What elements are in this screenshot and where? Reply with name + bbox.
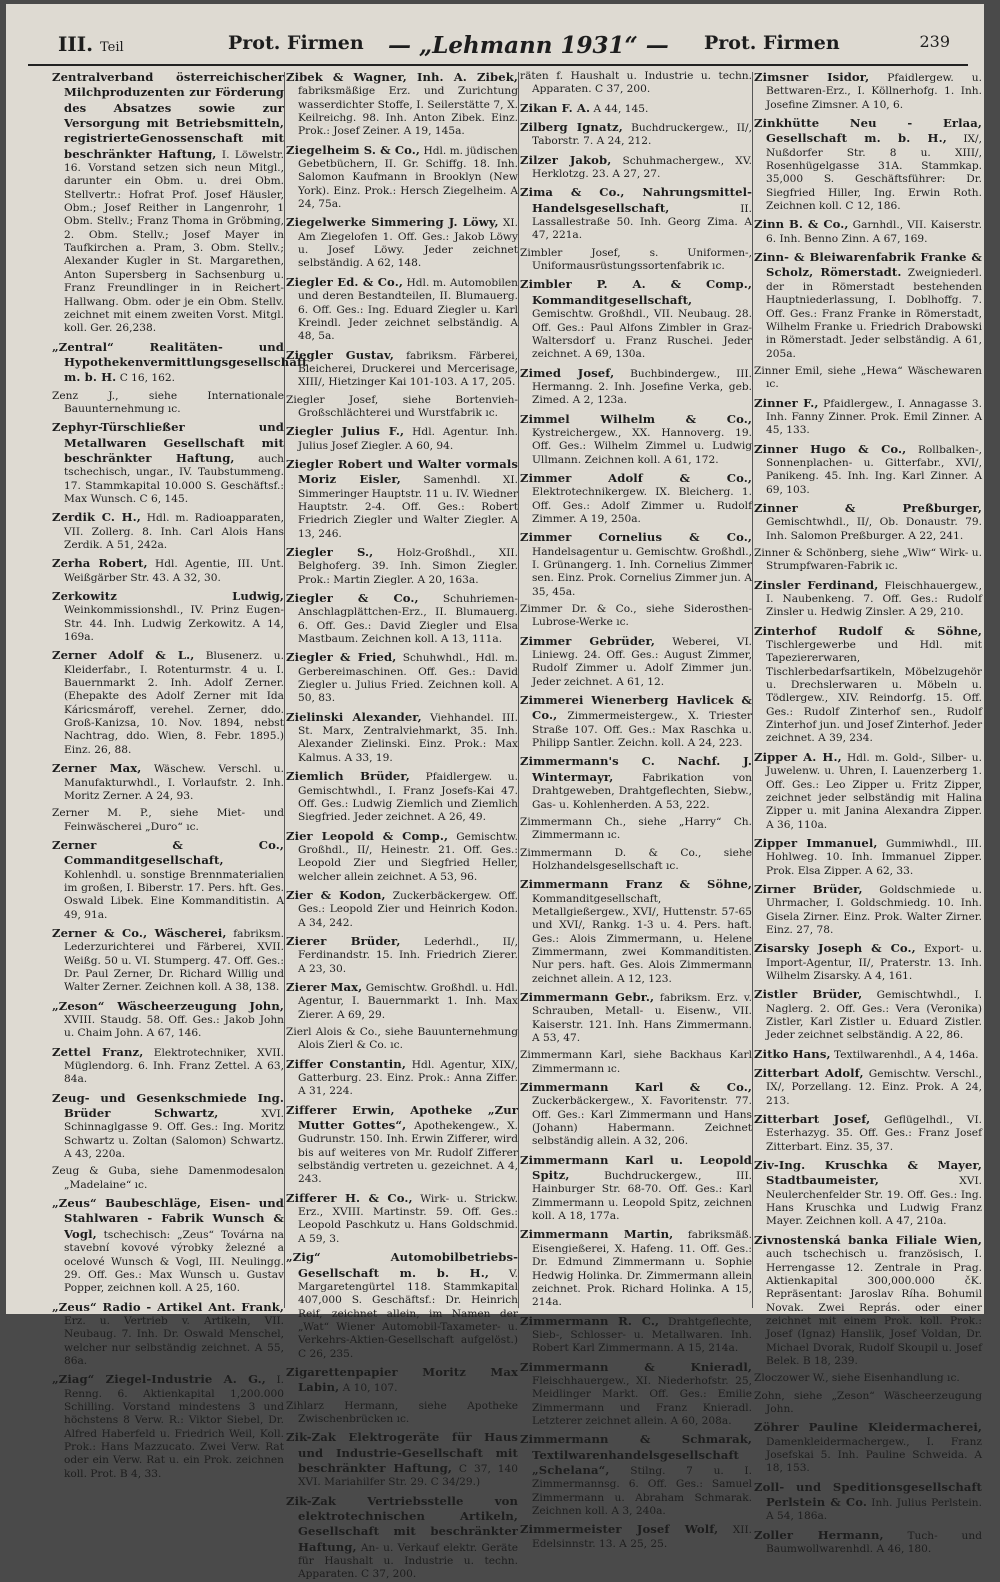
firm-name: Zimmermann's C. Nachf. J. Wintermayr, xyxy=(520,754,752,784)
firm-name: Zimmermann & Knieradl, xyxy=(520,1359,752,1374)
directory-entry xyxy=(286,769,518,824)
firm-name: Zimmer Gebrüder, xyxy=(520,633,656,648)
directory-entry xyxy=(754,547,982,574)
firm-details: fabriksmäß. Eisengießerei, X. Hafeng. 11. Off. Ges.: Dr. Edmund Zimmermann u. Sophie Hedwig Holinka. Dr. Zimmermann allein zeichnet. Prok. Richard Holinka. A 15, 214a. xyxy=(532,1229,752,1309)
firm-details: C 37, 140 XVI. Mariahilfer Str. 29. C 34/29.) xyxy=(298,1462,518,1489)
firm-name: „Zeson“ Wäscheerzeugung John, xyxy=(52,998,284,1013)
firm-name: Zerha Robert, xyxy=(52,556,148,571)
book-title: — „Lehmann 1931“ — xyxy=(388,32,669,59)
firm-details: IX/, Nußdorfer Str. 8 u. XIII/, Rosenhügelgasse 31A. Stammkap. 35,000 S. Geschäftsführer: Dr. Siegfried Hiller, Ing. Erwin Roth. Zeichnen koll. C 12, 186. xyxy=(766,133,982,213)
firm-name: Zima & Co., Nahrungsmittel-Handelsgesellschaft, xyxy=(520,185,752,215)
firm-name: Zimmermann Karl u. Leopold Spitz, xyxy=(520,1152,752,1183)
directory-entry xyxy=(754,1047,982,1062)
firm-details: Goldschmiede u. Uhrmacher, I. Goldschmiedg. 10. Inh. Gisela Zirner. Einz. Prok. Walter Zirner. Einz. 27, 78. xyxy=(766,883,982,936)
firm-name: Zimbler P. A. & Comp., Kommanditgesellschaft, xyxy=(520,277,752,307)
firm-details: Kommanditgesellschaft, Metallgießergew., XVI/, Huttenstr. 57-65 und XVI/, Rankg. 1-3 u. 4. Pers. haft. Ges.: Alois Zimmermann, u. Helene Zimmermann, zwei Kommanditisten. Nur pers. haft. Ges. Alois Zimmermann zeichnet allein. A 12, 123. xyxy=(532,892,752,985)
firm-name: Ziemlich Brüder, xyxy=(286,769,410,784)
firm-name: Zentralverband österreichischer Milchproduzenten zur Förderung des Absatzes sowie zur Versorgung mit Betriebsmitteln, registrierteGenossenschaft mit beschränkter Haftung, xyxy=(52,70,284,161)
firm-name: Zimmel Wilhelm & Co., xyxy=(520,411,752,426)
firm-details: Fabrikation von Drahtgeweben, Drahtgeflechten, Siebw., Gas- u. Kohlenherden. A 53, 222. xyxy=(532,771,752,811)
directory-entry xyxy=(286,1250,518,1361)
firm-name: Zinner Hugo & Co., xyxy=(754,441,907,456)
firm-details: Blusenerz. u. Kleiderfabr., I. Rotenturmstr. 4 u. I. Bauernmarkt 2. Inh. Adolf Zerner. (Ehepakte des Adolf Zerner mit Ida Káricsmároff, verehel. Zerner, ddo. Groß-Kanizsa, 10. Nov. 1894, nebst Nachtrag, ddo. Wien, 8. Febr. 1895.) Einz. 26, 88. xyxy=(64,650,284,756)
directory-entry xyxy=(52,510,284,552)
directory-entry xyxy=(52,390,284,417)
firm-name: Zilzer Jakob, xyxy=(520,152,612,167)
firm-name: Zimmermann Franz & Söhne, xyxy=(520,877,752,892)
firm-name: Zinsler Ferdinand, xyxy=(754,577,879,592)
directory-entry xyxy=(286,888,518,930)
directory-entry xyxy=(520,1314,752,1356)
directory-entry xyxy=(754,1390,982,1417)
directory-entry xyxy=(754,70,982,112)
firm-details: Tischlergewerbe und Hdl. mit Tapeziererwaren, Tischlerbedarfsartikeln, Möbelzugehör u. Drechslerwaren u. Möbeln u. Tödlergew., XIV. Reindorfg. 15. Off. Ges.: Rudolf Zinterhof sen., Rudolf Zinterhof jun. und Josef Zinterhof. Jeder zeichnet. A 39, 234. xyxy=(766,639,983,745)
firm-details: Zuckerbäckergew. Off. Ges.: Leopold Zier und Heinrich Kodon. A 34, 242. xyxy=(298,889,518,929)
firm-details: I. Renng. 6. Aktienkapital 1,200.000 Schilling. Vorstand mindestens 3 und höchstens 8 Verw. R.: Viktor Siebel, Dr. Alfred Haberfeld u. Friedrich Weil, Koll. Prok.: Hans Mazzucato. Zwei Verw. Rat oder ein Verw. Rat u. ein Prok. zeichnen koll. Prot. B 4, 33. xyxy=(64,1374,284,1480)
section-title-right: Prot. Firmen xyxy=(704,32,840,54)
firm-details: Zinner Emil, siehe „Hewa“ Wäschewaren ıc. xyxy=(754,364,982,391)
firm-details: V. Margaretengürtel 118. Stammkapital 407,000 S. Geschäftsf.: Dr. Heinrich Reif, zeichnet allein, im Namen der „Wat“ Wiener Automobil-Taxameter- u. Verkehrs-Aktien-Gesellschaft aufgelöst.) C 26, 235. xyxy=(298,1267,518,1360)
firm-details: Zierl Alois & Co., siehe Bauunternehmung Alois Zierl & Co. ıc. xyxy=(286,1026,518,1052)
directory-entry xyxy=(520,634,752,689)
firm-name: Zinner & Preßburger, xyxy=(754,500,982,515)
directory-entry xyxy=(286,934,518,976)
firm-details: Samenhdl. XI. Simmeringer Hauptstr. 11 u. IV. Wiedner Hauptstr. 2-4. Off. Ges.: Robert Friedrich Ziegler und Walter Ziegler. A 13, 246. xyxy=(298,474,518,540)
directory-entry xyxy=(520,877,752,986)
directory-entry xyxy=(754,1066,982,1108)
firm-name: Zier Leopold & Comp., xyxy=(286,828,449,843)
directory-entry xyxy=(286,143,518,212)
firm-name: Zifferer Erwin, Apotheke „Zur Mutter Gottes“, xyxy=(286,1102,518,1133)
firm-name: Zimmer Cornelius & Co., xyxy=(520,530,752,545)
directory-entry xyxy=(754,1158,982,1229)
firm-name: Zimmermann Martin, xyxy=(520,1227,674,1242)
directory-entry xyxy=(520,1432,752,1518)
firm-name: Zikan F. A. xyxy=(520,100,591,115)
firm-details: Ziegler Josef, siehe Bortenvieh-Großschlächterei und Wurstfabrik ıc. xyxy=(286,393,518,419)
directory-entry xyxy=(520,1522,752,1551)
directory-entry xyxy=(286,545,518,587)
column-2 xyxy=(286,70,519,1581)
firm-details: Zeug & Guba, siehe Damenmodesalon „Madelaine“ ıc. xyxy=(52,1165,284,1191)
firm-name: Zimed Josef, xyxy=(520,365,615,380)
directory-entry xyxy=(52,1196,284,1295)
firm-name: Zimmermann Karl & Co., xyxy=(520,1080,752,1095)
directory-entry xyxy=(286,1103,518,1187)
directory-entry xyxy=(520,603,752,630)
directory-entry xyxy=(520,277,752,361)
firm-name: Zipper A. H., xyxy=(754,749,842,764)
firm-details: Drahtgeflechte, Sieb-, Schlosser- u. Metallwaren. Inh. Robert Karl Zimmermann. A 15, 214a. xyxy=(532,1315,752,1355)
directory-entry xyxy=(754,396,982,438)
directory-entry xyxy=(286,829,518,884)
firm-details: Kystreichergew., XX. Hannoverg. 19. Off. Ges.: Wilhelm Zimmel u. Ludwig Ullmann. Zeichnen koll. A 61, 172. xyxy=(532,426,752,466)
firm-details: Zinner & Schönberg, siehe „Wiw“ Wirk- u. Strumpfwaren-Fabrik ıc. xyxy=(754,547,982,573)
directory-entry xyxy=(520,471,752,526)
directory-entry xyxy=(520,1360,752,1429)
directory-entry xyxy=(520,185,752,242)
firm-details: Schuhwhdl., Hdl. m. Gerbereimaschinen. Off. Ges.: David Ziegler u. Julius Fried. Zeichnen koll. A 50, 83. xyxy=(298,652,518,705)
directory-entry xyxy=(286,70,518,139)
firm-details: Wirk- u. Strickw. Erz., XVIII. Martinstr. 59. Off. Ges.: Leopold Paschkutz u. Hans Goldschmid. A 59, 3. xyxy=(298,1192,518,1245)
directory-entry xyxy=(52,70,284,336)
section-title-left: Prot. Firmen xyxy=(228,32,364,54)
directory-entry xyxy=(286,275,518,344)
directory-entry xyxy=(754,882,982,937)
firm-name: Zilberg Ignatz, xyxy=(520,120,623,135)
firm-details: Zimbler Josef, s. Uniformen-, Uniformausrüstungssortenfabrik ıc. xyxy=(520,246,752,273)
firm-details: Hdl. m. Radioapparaten, VII. Zollerg. 8. Inh. Carl Alois Hans Zerdik. A 51, 242a. xyxy=(64,512,284,551)
firm-details: Zimmermeistergew., X. Triester Straße 107. Off. Ges.: Max Raschka u. Philipp Santler. Zeichn. koll. A 24, 223. xyxy=(532,710,752,750)
directory-entry xyxy=(754,1480,982,1524)
directory-page xyxy=(6,4,984,1581)
directory-entry xyxy=(520,366,752,408)
firm-details: Pfaidlergew. u. Bettwaren-Erz., I. Köllnerhofg. 1. Inh. Josefine Zimsner. A 10, 6. xyxy=(766,72,982,111)
page-header xyxy=(28,30,968,66)
firm-name: Zivnostenská banka Filiale Wien, xyxy=(754,1232,982,1247)
directory-entry xyxy=(754,624,982,746)
firm-details: Elektrotechniker, XVII. Müglendorg. 6. Inh. Franz Zettel. A 63, 84a. xyxy=(64,1046,284,1086)
firm-details: Gemischtw. Großhdl., VII. Neubaug. 28. Off. Ges.: Paul Alfons Zimbler in Graz-Waltersdorf u. Franz Ruschei. Jeder zeichnet. A 69, 130a. xyxy=(532,308,752,361)
directory-entry xyxy=(754,1112,982,1154)
firm-name: Zerner & Co., Wäscherei, xyxy=(52,925,227,940)
directory-entry xyxy=(520,247,752,274)
firm-details: Viehhandel. III. St. Marx, Zentralviehmarkt, 35. Inh. Alexander Zielinski. Einz. Prok.: Max Kalmus. A 33, 19. xyxy=(298,711,518,764)
directory-entry xyxy=(52,1300,284,1369)
firm-details: Buchdruckergew., III. Hainburger Str. 68-70. Off. Ges.: Karl Zimmermann u. Leopold Spitz, zeichnen koll. A 18, 177a. xyxy=(532,1170,753,1223)
firm-details: Buchdruckergew., II/, Taborstr. 7. A 24, 212. xyxy=(532,122,752,148)
firm-name: Zerkowitz Ludwig, xyxy=(52,589,284,604)
firm-details: Zimmermann Karl, siehe Backhaus Karl Zimmermann ıc. xyxy=(520,1049,752,1075)
directory-entry xyxy=(286,348,518,390)
directory-entry xyxy=(754,250,982,361)
firm-details: Erz. u. Vertrieb v. Artikeln, VII. Neubaug. 7. Inh. Dr. Oswald Menschel, welcher nur selbständig zeichnet. A 55, 86a. xyxy=(64,1314,284,1367)
firm-name: Zimmermann R. C., xyxy=(520,1313,660,1328)
directory-entry xyxy=(754,365,982,392)
firm-name: Zinterhof Rudolf & Söhne, xyxy=(754,623,982,638)
firm-name: Zibek & Wagner, Inh. A. Zibek, xyxy=(286,70,518,84)
directory-entry xyxy=(52,648,284,757)
directory-entry xyxy=(520,1153,752,1224)
firm-name: Ziegler Robert und Walter vormals Moriz Eisler, xyxy=(286,456,518,487)
firm-details: räten f. Haushalt u. Industrie u. techn. Apparaten. C 37, 200. xyxy=(520,70,752,96)
directory-entry xyxy=(520,412,752,467)
directory-entry xyxy=(754,501,982,543)
firm-details: Holz-Großhdl., XII. Belghoferg. 39. Inh. Simon Ziegler. Prok.: Martin Ziegler. A 20, 163a. xyxy=(298,547,518,586)
firm-details: auch tschechisch, ungar., IV. Taubstummeng. 17. Stammkapital 10.000 S. Geschäftsf.: Max Wunsch. C 6, 145. xyxy=(64,452,284,505)
firm-details: Schuhriemen-Anschlagplättchen-Erz., II. Blumauerg. 6. Off. Ges.: David Ziegler und Elsa Mastbaum. Zeichnen koll. A 13, 111a. xyxy=(298,593,518,646)
directory-entry xyxy=(754,836,982,878)
directory-entry xyxy=(286,1191,518,1246)
firm-details: Fleischhauergew., I. Naubenkeng. 7. Off. Ges.: Rudolf Zinsler u. Hedwig Zinsler. A 29, 210. xyxy=(766,579,983,619)
firm-name: Ziffer Constantin, xyxy=(286,1056,406,1071)
firm-name: Ziegler & Co., xyxy=(286,591,419,606)
directory-entry xyxy=(520,120,752,149)
directory-entry xyxy=(754,1233,982,1368)
firm-name: Zinkhütte Neu - Erlaa, Gesellschaft m. b. H., xyxy=(754,116,982,146)
firm-details: II. Lassallestraße 50. Inh. Georg Zima. A 47, 221a. xyxy=(532,202,752,242)
firm-name: Zimmer Adolf & Co., xyxy=(520,470,752,485)
firm-details: auch tschechisch u. französisch, I. Herrengasse 12. Zentrale in Prag. Aktienkapital 300,000.000 čK. Repräsentant: Jaroslav Ríha. Bohumil Novak. Zwei Reprás. oder einer zeichnet mit einem Prok. koll. Prok.: Josef (Ignaz) Hanslik, Josef Voldan, Dr. Michael Dvorak, Rudolf Skoupil u. Josef Belek. B 18, 239. xyxy=(766,1248,982,1367)
firm-details: Gummiwhdl., III. Hohlweg. 10. Inh. Immanuel Zipper. Prok. Elsa Zipper. A 62, 33. xyxy=(766,837,982,877)
directory-entry xyxy=(286,1400,518,1427)
firm-details: Kohlenhdl. u. sonstige Brennmaterialien im großen, I. Biberstr. 17. Pers. hft. Ges. Oswald Libek. Eine Kommanditistin. A 49, 91a. xyxy=(64,868,284,921)
firm-name: Ziegler & Fried, xyxy=(286,650,397,665)
firm-name: Zierer Brüder, xyxy=(286,933,401,948)
firm-name: Zimmermann & Schmarak, Textilwarenhandelsgesellschaft „Schelana“, xyxy=(520,1432,752,1477)
firm-name: Zinner F., xyxy=(754,395,819,410)
directory-entry xyxy=(52,589,284,644)
firm-details: Zimmermann Ch., siehe „Harry“ Ch. Zimmermann ıc. xyxy=(520,815,752,842)
firm-details: Inh. Julius Perlstein. A 54, 186a. xyxy=(766,1497,982,1523)
firm-details: Zloczower W., siehe Eisenhandlung ıc. xyxy=(754,1372,960,1385)
firm-name: „Zig“ Automobilbetriebs-Gesellschaft m. b. H., xyxy=(286,1250,518,1280)
directory-entry xyxy=(754,987,982,1042)
directory-entry xyxy=(754,442,982,497)
part-label: III. Teil xyxy=(58,32,124,56)
firm-details: Handelsagentur u. Gemischtw. Großhdl., I. Grünangerg. 1. Inh. Cornelius Zimmer sen. Einz. Prok. Cornelius Zimmer jun. A 35, 45a. xyxy=(532,545,752,598)
directory-entry xyxy=(52,1165,284,1192)
firm-name: Zigarettenpapier Moritz Max Labin, xyxy=(286,1364,518,1395)
firm-name: Zistler Brüder, xyxy=(754,987,863,1002)
directory-entry xyxy=(754,750,982,832)
directory-entry xyxy=(520,1049,752,1076)
directory-entry xyxy=(754,217,982,246)
directory-entry xyxy=(52,838,284,922)
firm-details: fabriksm. Färberei, Bleicherei, Druckerei und Mercerisage, XIII/, Hietzinger Kai 101-103. A 17, 205. xyxy=(298,349,518,389)
firm-details: Hdl. Agentur, XIX/, Gatterburg. 23. Einz. Prok.: Anna Ziffer. A 31, 224. xyxy=(298,1058,519,1098)
firm-details: Zihlarz Hermann, siehe Apotheke Zwischenbrücken ıc. xyxy=(286,1399,518,1425)
directory-entry xyxy=(52,339,308,386)
directory-entry xyxy=(286,1057,518,1099)
firm-details: Rollbalken-, Sonnenplachen- u. Gitterfabr., XVI/, Panikeng. 45. Inh. Ing. Karl Zinner. A 69, 103. xyxy=(766,443,983,496)
firm-name: Ziegler S., xyxy=(286,545,374,559)
firm-name: Zerner Max, xyxy=(52,761,142,776)
firm-details: Hdl. Agentur. Inh. Julius Josef Ziegler. A 60, 94. xyxy=(298,426,518,452)
directory-entry xyxy=(286,215,518,270)
firm-name: Zik-Zak Vertriebsstelle von elektrotechnischen Artikeln, Gesellschaft mit beschränkter Haftung, xyxy=(286,1493,518,1554)
directory-entry xyxy=(286,457,518,541)
firm-details: Pfaidlergew. u. Gemischtwhdl., I. Franz Josefs-Kai 47. Off. Ges.: Ludwig Ziemlich und Ziemlich Siegfried. Jeder zeichnet. A 26, 49. xyxy=(298,771,518,824)
firm-details: Damenkleidermachergew., I. Franz Josefskai 5. Inh. Pauline Schweida. A 18, 153. xyxy=(766,1435,982,1475)
firm-details: tschechisch: „Zeus“ Továrna na stavební kovové výrobky železné a ocelové Wunsch & Vogl, III. Neulingg. 29. Off. Ges.: Max Wunsch u. Gustav Popper, zeichnen koll. A 25, 160. xyxy=(64,1228,284,1295)
firm-name: Zimmermann Gebr., xyxy=(520,989,655,1004)
directory-entry xyxy=(520,990,752,1045)
firm-details: Weinkommissionshdl., IV. Prinz Eugen-Str. 44. Inh. Ludwig Zerkowitz. A 14, 169a. xyxy=(64,604,284,644)
directory-entry xyxy=(520,153,752,182)
directory-entry xyxy=(520,754,752,811)
firm-details: Weberei, VI. Liniewg. 24. Off. Ges.: August Zimmer, Rudolf Zimmer u. Adolf Zimmer jun. Jeder zeichnet. A 61, 12. xyxy=(532,635,752,688)
firm-name: Ziegler Gustav, xyxy=(286,347,395,362)
directory-entry xyxy=(520,70,752,97)
directory-entry xyxy=(286,1365,518,1396)
firm-name: Ziegler Julius F., xyxy=(286,424,405,439)
column-4 xyxy=(754,70,983,1556)
firm-details: fabriksmäßige Erz. und Zurichtung wasserdichter Stoffe, I. Seilerstätte 7, X. Keilreichg. 98. Inh. Anton Zibek. Einz. Prok.: Josef Zeiner. A 19, 145a. xyxy=(298,85,518,138)
directory-entry xyxy=(52,556,284,585)
firm-name: Zinn- & Bleiwarenfabrik Franke & Scholz, Römerstadt. xyxy=(754,250,982,280)
firm-details: Zuckerbäckergew., X. Favoritenstr. 77. Off. Ges.: Karl Zimmermann und Hans (Johann) Habermann. Zeichnet selbständig allein. A 32, 206. xyxy=(532,1095,752,1148)
directory-entry xyxy=(52,926,284,995)
firm-name: Ziegelheim S. & Co., xyxy=(286,142,421,157)
firm-name: Zimmermeister Josef Wolf, xyxy=(520,1522,719,1537)
firm-name: Zöhrer Pauline Kleidermacherei, xyxy=(754,1420,982,1435)
directory-entry xyxy=(286,980,518,1022)
directory-entry xyxy=(520,816,752,843)
firm-details: I. Löwelstr. 16. Vorstand setzen sich neun Mitgl., darunter ein Obm. u. drei Obm. Stellvertr.: Hofrat Prof. Josef Häusler, Obm.; Josef Reither in Langenrohr, 1 Obm. Stellv.; Franz Thoma in Gröbming, 2. Obm. Stellv.; Josef Mayer in Taufkirchen a. Pram, 3. Obm. Stellv.; Alexander Kugler in St. Margarethen, Anton Supersberg in Sachsenburg u. Franz Freundlinger in in Reichert-Hallwang. Obm. oder je ein Obm. Stellv. zeichnet mit einem zweiten Vorst. Mitgl. koll. Ger. 26,238. xyxy=(64,148,284,335)
firm-details: Elektrotechnikergew. IX. Bleicherg. 1. Off. Ges.: Adolf Zimmer u. Rudolf Zimmer. A 19, 250a. xyxy=(532,486,752,525)
firm-name: Zitterbart Adolf, xyxy=(754,1066,864,1081)
firm-details: XII. Edelsinnstr. 13. A 25, 25. xyxy=(532,1524,752,1550)
firm-details: XVI. Neulerchenfelder Str. 19. Off. Ges.: Ing. Hans Kruschka und Ludwig Franz Mayer. Zeichnen koll. A 47, 210a. xyxy=(766,1175,982,1228)
firm-details: Export- u. Import-Agentur, II/, Praterstr. 13. Inh. Wilhelm Zisarsky. A 4, 161. xyxy=(766,943,983,982)
firm-details: Geflügelhdl., VI. Esterhazyg. 35. Off. Ges.: Franz Josef Zitterbart. Einz. 35, 37. xyxy=(766,1114,983,1153)
firm-name: Zerdik C. H., xyxy=(52,510,141,525)
firm-details: Gemischtw. Großhdl., II/, Heinestr. 21. Off. Ges.: Leopold Zier und Siegfried Heller, welcher allein zeichnet. A 53, 96. xyxy=(298,830,519,883)
directory-entry xyxy=(520,101,752,116)
directory-entry xyxy=(286,424,518,453)
firm-details: Tuch- und Baumwollwarenhdl. A 46, 180. xyxy=(766,1529,982,1556)
firm-details: C 16, 162. xyxy=(119,372,175,385)
directory-entry xyxy=(52,761,284,803)
firm-details: Zimmer Dr. & Co., siehe Siderosthen-Lubrose-Werke ıc. xyxy=(520,603,752,629)
firm-details: Gemischtwhdl., I. Naglerg. 2. Off. Ges.: Vera (Veronika) Zistler, Karl Zistler u. Eduard Zistler. Jeder zeichnet selbständig. A 22, 86. xyxy=(766,989,982,1042)
directory-entry xyxy=(754,941,982,983)
firm-name: Zettel Franz, xyxy=(52,1044,144,1059)
directory-entry xyxy=(754,116,982,213)
directory-entry xyxy=(754,1372,982,1385)
firm-name: Ziv-Ing. Kruschka & Mayer, Stadtbaumeister, xyxy=(754,1158,982,1188)
firm-details: Schuhmachergew., XV. Herklotzg. 23. A 27, 27. xyxy=(532,154,752,181)
directory-entry xyxy=(286,710,518,765)
firm-name: „Ziag“ Ziegel-Industrie A. G., xyxy=(52,1372,266,1387)
directory-entry xyxy=(52,1372,284,1481)
firm-details: fabriksm. Erz. v. Schrauben, Metall- u. Eisenw., VII. Kaiserstr. 121. Inh. Hans Zimmermann. A 53, 47. xyxy=(532,991,753,1044)
firm-details: Hdl. m. Gold-, Silber- u. Juwelenw. u. Uhren, I. Lauenzerberg 1. Off. Ges.: Leo Zipper u. Fritz Zipper, zeichnet jeder selbständig mit Halina Zipper u. mit Janina Alexandra Zipper. A 36, 110a. xyxy=(766,751,982,831)
firm-name: Ziegler Ed. & Co., xyxy=(286,274,403,289)
directory-entry xyxy=(754,1420,982,1475)
directory-entry xyxy=(520,1080,752,1149)
firm-details: XVIII. Staudg. 58. Off. Ges.: Jakob John u. Chaim John. A 67, 146. xyxy=(64,1014,284,1040)
firm-name: Ziegelwerke Simmering J. Löwy, xyxy=(286,215,499,230)
firm-name: Zisarsky Joseph & Co., xyxy=(754,941,916,956)
column-1 xyxy=(52,70,308,1480)
column-3 xyxy=(520,70,753,1550)
firm-details: Garnhdl., VII. Kaiserstr. 6. Inh. Benno Zinn. A 67, 169. xyxy=(766,219,982,245)
firm-details: Hdl. Agentie, III. Unt. Weißgärber Str. 43. A 32, 30. xyxy=(64,558,285,584)
firm-details: Gemischtw. Verschl., IX/, Porzellang. 12. Einz. Prok. A 24, 213. xyxy=(766,1068,982,1107)
firm-name: Zimsner Isidor, xyxy=(754,70,870,84)
firm-details: XI. Am Ziegelofen 1. Off. Ges.: Jakob Löwy u. Josef Löwy. Jeder zeichnet selbständig. A 62, 148. xyxy=(298,217,518,270)
directory-entry xyxy=(286,1494,518,1582)
firm-details: Wäschew. Verschl. u. Manufakturwhdl., I. Vorlaufstr. 2. Inh. Moritz Zerner. A 24, 93. xyxy=(64,763,284,802)
firm-name: Zier & Kodon, xyxy=(286,887,386,902)
directory-entry xyxy=(52,807,284,834)
firm-name: Zeug- und Gesenkschmiede Ing. Brüder Schwartz, xyxy=(52,1090,284,1121)
firm-details: Zerner M. P., siehe Miet- und Feinwäscherei „Duro“ ıc. xyxy=(52,807,284,833)
firm-name: Zipper Immanuel, xyxy=(754,835,878,850)
firm-name: Zierer Max, xyxy=(286,979,363,994)
directory-entry xyxy=(52,1091,284,1162)
directory-entry xyxy=(286,650,518,705)
firm-details: Pfaidlergew., I. Annagasse 3. Inh. Fanny Zinner. Prok. Emil Zinner. A 45, 133. xyxy=(766,397,983,437)
firm-details: Textilwarenhdl., A 4, 146a. xyxy=(833,1048,979,1061)
directory-entry xyxy=(286,1026,518,1053)
firm-details: Zenz J., siehe Internationale Bauunternehmung ıc. xyxy=(52,389,284,415)
firm-details: A 10, 107. xyxy=(342,1382,398,1395)
firm-name: Zifferer H. & Co., xyxy=(286,1190,413,1205)
firm-name: Zephyr-Türschließer und Metallwaren Gesellschaft mit beschränkter Haftung, xyxy=(52,420,284,465)
directory-entry xyxy=(286,394,518,421)
firm-details: Fleischhauergew., XI. Niederhofstr. 25, Meidlinger Markt. Off. Ges.: Emilie Zimmermann und Franz Knieradl. Letzterer zeichnet allein. A 60, 208a. xyxy=(532,1374,752,1427)
firm-details: fabriksm. Lederzurichterei und Färberei, XVII. Weißg. 50 u. VI. Stumperg. 47. Off. Ges.: Dr. Paul Zerner, Dr. Richard Willig und Walter Zerner. Zeichnen koll. A 38, 138. xyxy=(64,927,284,994)
firm-details: Zimmermann D. & Co., siehe Holzhandelsgesellschaft ıc. xyxy=(520,846,752,872)
directory-entry xyxy=(520,1227,752,1309)
firm-name: Zoll- und Speditionsgesellschaft Perlstein & Co. xyxy=(754,1479,982,1509)
firm-name: Zitko Hans, xyxy=(754,1046,831,1061)
firm-name: „Zeus“ Radio - Artikel Ant. Frank, xyxy=(52,1299,284,1314)
firm-name: Zitterbart Josef, xyxy=(754,1112,871,1127)
firm-name: Zerner Adolf & L., xyxy=(52,648,195,663)
firm-details: Buchbindergew., III. Hermanng. 2. Inh. Josefine Verka, geb. Zimed. A 2, 123a. xyxy=(532,367,752,407)
directory-entry xyxy=(286,1430,518,1489)
directory-entry xyxy=(52,420,284,506)
firm-details: Zohn, siehe „Zeson“ Wäscheerzeugung John. xyxy=(754,1389,982,1415)
directory-entry xyxy=(520,847,752,874)
firm-details: Hdl. m. jüdischen Gebetbüchern, II. Gr. Schiffg. 18. Inh. Salomon Kaufmann in Brooklyn (New York). Einz. Prok.: Hersch Ziegelheim. A 24, 75a. xyxy=(298,144,518,211)
firm-name: Zirner Brüder, xyxy=(754,881,863,896)
firm-details: Gemischtw. Großhdl. u. Hdl. Agentur, I. Bauernmarkt 1. Inh. Max Zierer. A 69, 29. xyxy=(298,981,518,1021)
firm-details: A 44, 145. xyxy=(593,102,649,115)
firm-details: Gemischtwhdl., II/, Ob. Donaustr. 79. Inh. Salomon Preßburger. A 22, 241. xyxy=(766,516,982,542)
directory-entry xyxy=(754,578,982,620)
firm-name: Zerner & Co., Commanditgesellschaft, xyxy=(52,837,284,868)
firm-name: Zoller Hermann, xyxy=(754,1527,884,1542)
directory-entry xyxy=(286,591,518,646)
columns xyxy=(52,70,983,1581)
page-number: 239 xyxy=(919,32,950,51)
firm-name: Zimmerei Wienerberg Havlicek & Co., xyxy=(520,693,752,723)
firm-details: Zweigniederl. der in Römerstadt bestehenden Hauptniederlassung, I. Doblhoffg. 7. Off. Ges.: Franz Franke in Römerstadt, Wilhelm Franke u. Friedrich Drabowski in Römerstadt. Jeder selbständig. A 61, 205a. xyxy=(766,267,982,360)
directory-entry xyxy=(52,1045,284,1087)
firm-name: „Zentral“ Realitäten- und Hypothekenvermittlungsgesellschaft m. b. H. xyxy=(52,339,308,385)
firm-name: „Zeus“ Baubeschläge, Eisen- und Stahlwaren - Fabrik Wunsch & Vogl, xyxy=(52,1196,284,1241)
firm-details: Lederhdl., II/, Ferdinandstr. 15. Inh. Friedrich Zierer. A 23, 30. xyxy=(298,935,518,975)
firm-name: Zinn B. & Co., xyxy=(754,217,849,232)
firm-details: Stilng. 7 u. I. Zimmermannsg. 6. Off. Ges.: Samuel Zimmermann u. Abraham Schmarak. Zeichnen koll. A 3, 240a. xyxy=(532,1464,752,1517)
directory-entry xyxy=(520,530,752,599)
directory-entry xyxy=(52,999,284,1041)
firm-details: An- u. Verkauf elektr. Geräte für Haushalt u. Industrie u. techn. Apparaten. C 37, 200. xyxy=(298,1541,518,1581)
firm-details: Apothekengew., X. Gudrunstr. 150. Inh. Erwin Zifferer, wird bis auf weiteres von Mr. Rudolf Zifferer selbständig vertreten u. gezeichnet. A 4, 243. xyxy=(298,1120,518,1186)
firm-name: Zielinski Alexander, xyxy=(286,709,422,724)
firm-details: XVI. Schinnaglgasse 9. Off. Ges.: Ing. Moritz Schwartz u. Zoltan (Salomon) Schwartz. A 43, 220a. xyxy=(64,1108,284,1161)
firm-details: Hdl. m. Automobilen und deren Bestandteilen, II. Blumauerg. 6. Off. Ges.: Ing. Eduard Ziegler u. Karl Kreindl. Jeder zeichnet selbständig. A 48, 5a. xyxy=(298,276,518,343)
firm-name: Zik-Zak Elektrogeräte für Haus und Industrie-Gesellschaft mit beschränkter Haftung, xyxy=(286,1430,518,1475)
directory-entry xyxy=(754,1528,982,1557)
directory-entry xyxy=(520,693,752,750)
